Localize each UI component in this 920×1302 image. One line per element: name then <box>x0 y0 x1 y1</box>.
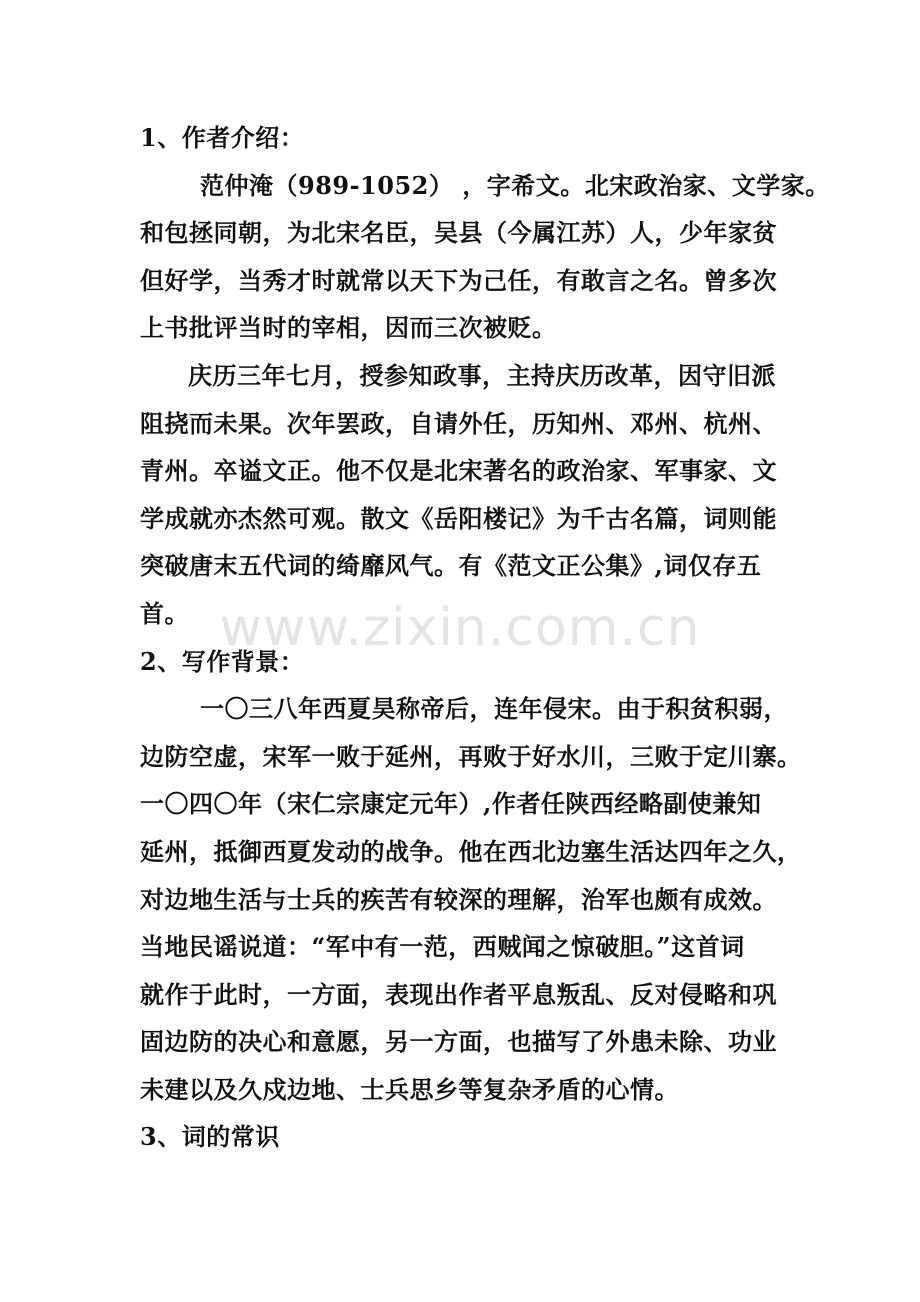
section-heading: 3、词的常识 <box>140 1122 280 1152</box>
paragraph-line: 学成就亦杰然可观。散文《岳阳楼记》为千古名篇，词则能 <box>140 503 777 533</box>
paragraph-line: 上书批评当时的宰相，因而三次被贬。 <box>140 313 557 343</box>
paragraph-line: 延州，抵御西夏发动的战争。他在西北边塞生活达四年之久， <box>140 836 802 866</box>
paragraph-line: 一〇三八年西夏昊称帝后，连年侵宋。由于积贫积弱， <box>200 694 788 724</box>
paragraph-line: 范仲淹（989-1052） ，字希文。北宋政治家、文学家。 <box>200 170 830 200</box>
paragraph-line: 突破唐末五代词的绮靡风气。有《范文正公集》,词仅存五 <box>140 551 762 581</box>
paragraph-line: 就作于此时，一方面，表现出作者平息叛乱、反对侵略和巩 <box>140 979 777 1009</box>
paragraph-line: 边防空虚，宋军一败于延州，再败于好水川，三败于定川寨。 <box>140 741 802 771</box>
section-author-intro <box>140 114 830 638</box>
paragraph-line: 庆历三年七月，授参知政事，主持庆历改革，因守旧派 <box>188 360 776 390</box>
watermark: www.zixin.com.cn <box>219 598 701 658</box>
section-ci-knowledge <box>140 1113 805 1161</box>
paragraph-line: 未建以及久戍边地、士兵思乡等复杂矛盾的心情。 <box>140 1074 679 1104</box>
paragraph-line: 但好学，当秀才时就常以天下为己任，有敢言之名。曾多次 <box>140 265 777 295</box>
paragraph-line: 青州。卒谥文正。他不仅是北宋著名的政治家、军事家、文 <box>140 456 777 486</box>
paragraph-line: 阻挠而未果。次年罢政，自请外任，历知州、邓州、杭州、 <box>140 408 777 438</box>
paragraph <box>140 685 805 1113</box>
paragraph <box>140 162 830 352</box>
paragraph-line: 对边地生活与士兵的疾苦有较深的理解，治军也颇有成效。 <box>140 884 777 914</box>
paragraph-line: 首。 <box>140 598 189 628</box>
paragraph-line: 一〇四〇年（宋仁宗康定元年）,作者任陕西经略副使兼知 <box>140 789 762 819</box>
section-heading: 1、作者介绍： <box>140 123 305 152</box>
paragraph-line: 固边防的决心和意愿，另一方面，也描写了外患未除、功业 <box>140 1027 777 1057</box>
paragraph-line: 和包拯同朝，为北宋名臣，吴县（今属江苏）人，少年家贫 <box>140 218 777 248</box>
paragraph <box>140 352 805 638</box>
section-writing-background <box>140 638 805 1114</box>
section-heading: 2、写作背景： <box>140 646 305 676</box>
document-body <box>140 114 830 1161</box>
paragraph-line: 当地民谣说道：“军中有一范，西贼闻之惊破胆。”这首词 <box>140 932 745 962</box>
